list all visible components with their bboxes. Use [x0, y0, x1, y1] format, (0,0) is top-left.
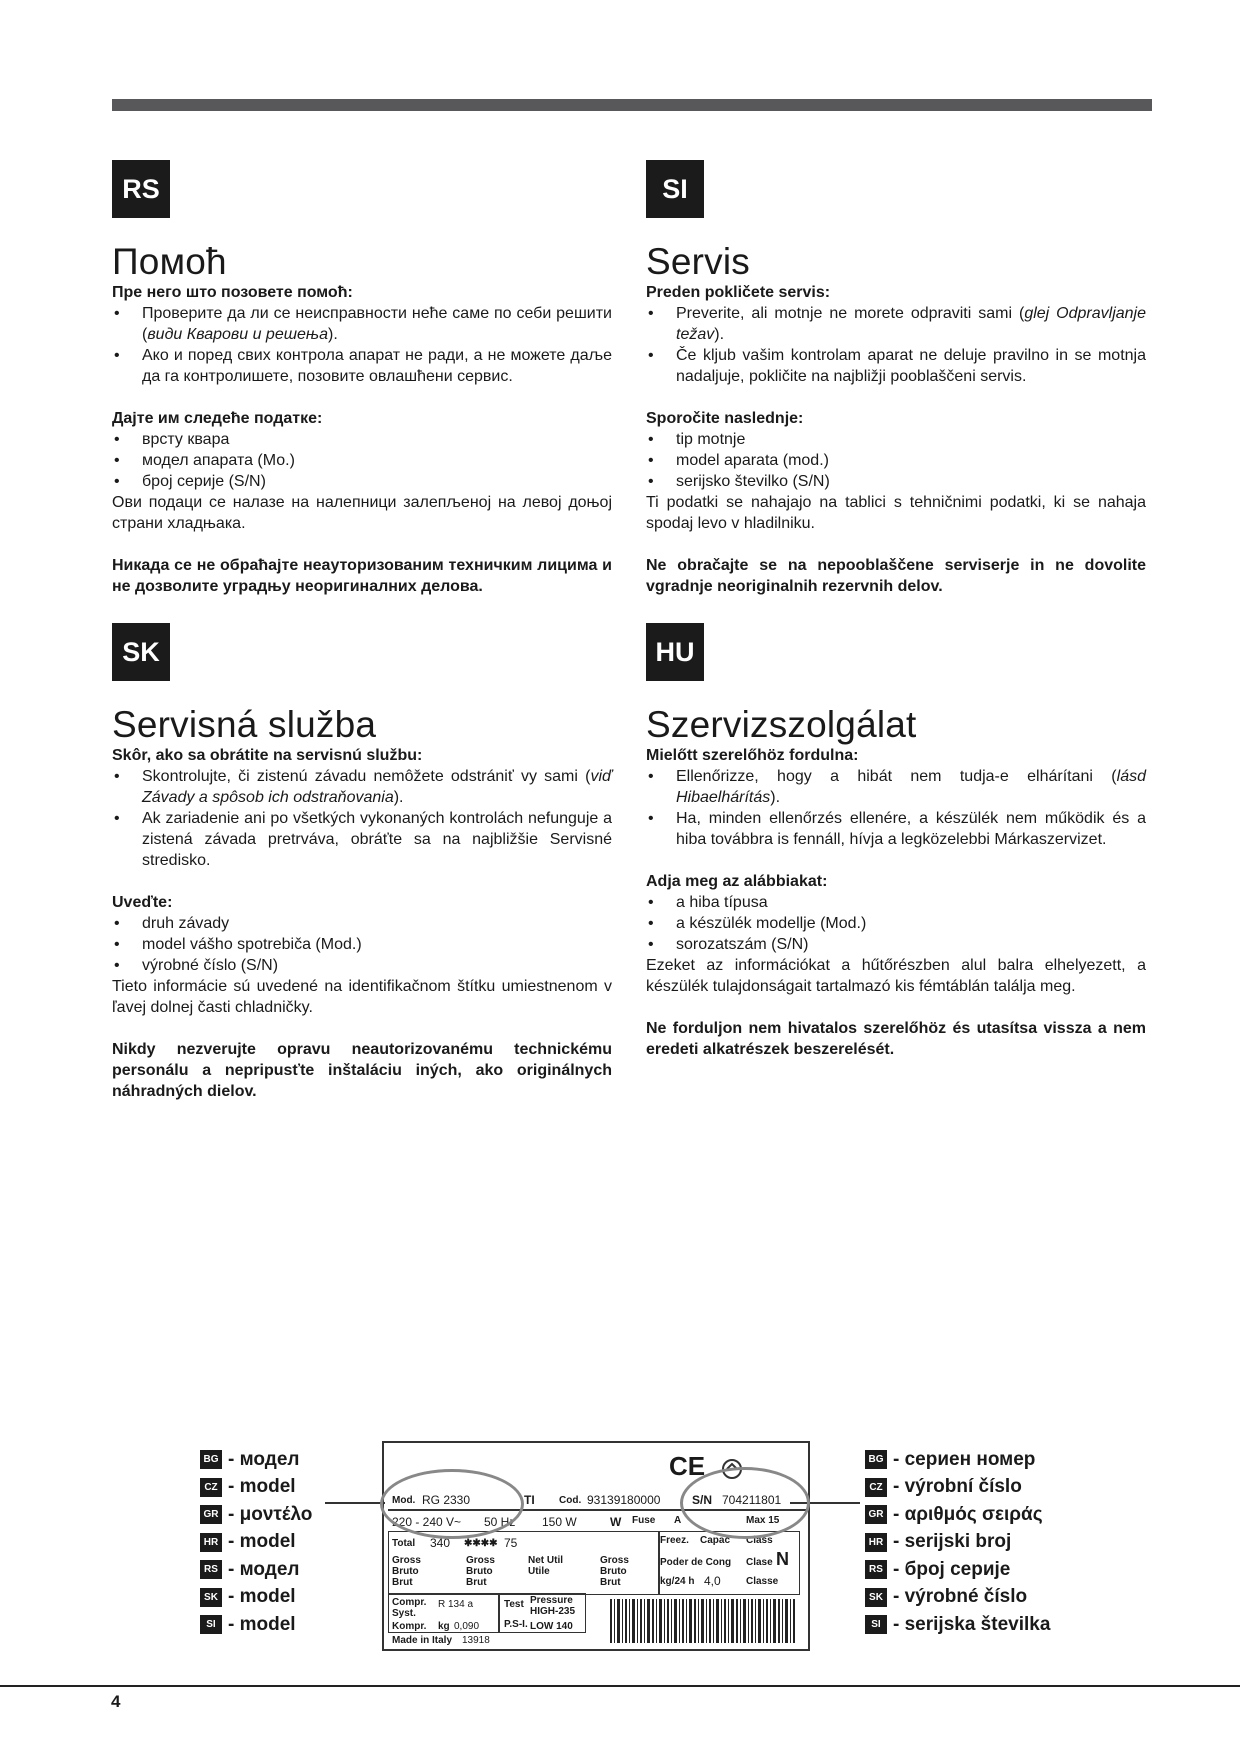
lang-code: SK	[865, 1588, 887, 1607]
section-intro: Mielőtt szerelőhöz fordulna:	[646, 747, 859, 764]
w-label: W	[610, 1515, 622, 1529]
plate-grid	[658, 1531, 800, 1595]
lang-badge: HU	[646, 623, 704, 681]
legend-text: - αριθμός σειράς	[893, 1503, 1043, 1525]
model-leader-line	[325, 1502, 385, 1504]
section-title: Помоћ	[112, 241, 227, 282]
legend-text: - модел	[228, 1448, 300, 1470]
provide-list	[646, 892, 1146, 955]
pressure-label: Pressure	[530, 1595, 573, 1606]
legend-text: - model	[228, 1586, 296, 1608]
classe-label: Classe	[746, 1576, 779, 1587]
psi-label: P.S-I.	[504, 1619, 528, 1630]
bottom-rule	[0, 1685, 1240, 1687]
lang-code: BG	[865, 1450, 887, 1469]
section-title: Servisná služba	[112, 704, 377, 745]
clase-label: Clase	[746, 1557, 773, 1568]
legend-row	[865, 1611, 1050, 1639]
legend-row	[200, 1446, 312, 1474]
kg-label: kg	[438, 1621, 450, 1632]
class-label: Class	[746, 1535, 773, 1546]
section-warning: Nikdy nezverujte opravu neautorizovanému technickému personálu a nepripusťte inštaláciu iných, ako originálnych náhradných dielov.	[112, 1041, 612, 1100]
list-item: • Preverite, ali motnje ne morete odpraviti sami (glej Odpravljanje težav).	[646, 303, 1146, 345]
provide-list	[112, 429, 612, 492]
serial-legend	[865, 1446, 1050, 1639]
legend-row	[865, 1474, 1050, 1502]
legend-row	[200, 1584, 312, 1612]
freez-label: Freez.	[660, 1535, 689, 1546]
list-item: • serijsko številko (S/N)	[646, 471, 1146, 492]
lang-code: SK	[200, 1588, 222, 1607]
ce-mark: CE	[669, 1451, 706, 1481]
check-list	[646, 766, 1146, 850]
legend-text: - модел	[228, 1558, 300, 1580]
provide-list	[112, 913, 612, 976]
section-note: Ови подаци се налазе на налепници залепљеној на левој доњој страни хладњака.	[112, 494, 612, 532]
pressure-high: HIGH-235	[530, 1606, 576, 1617]
capac-label: Capac	[700, 1535, 731, 1546]
made-label: Made in Italy	[392, 1635, 453, 1646]
sn-label: S/N	[692, 1493, 713, 1507]
section-note: Tieto informácie sú uvedené na identifikačnom štítku umiestnenom v ľavej dolnej časti chladničky.	[112, 978, 612, 1016]
mod-label: Mod.	[392, 1495, 416, 1506]
made-code: 13918	[462, 1635, 490, 1646]
lang-code: RS	[865, 1560, 887, 1579]
list-item: • model vášho spotrebiča (Mod.)	[112, 934, 612, 955]
kompr-label: Kompr.	[392, 1621, 427, 1632]
legend-row	[200, 1501, 312, 1529]
lang-code: SI	[200, 1615, 222, 1634]
section-warning: Никада се не обраћајте неауторизованим техничким лицима и не дозволите уградњу неоригиналних делова.	[112, 557, 612, 595]
section-sk	[112, 623, 612, 1102]
list-item: • Ha, minden ellenőrzés ellenére, a készülék nem működik és a hiba továbbra is fennáll, hívja a legközelebbi Márkaszervizet.	[646, 808, 1146, 850]
lang-code: HR	[200, 1533, 222, 1552]
lang-badge: SK	[112, 623, 170, 681]
list-item: • Če kljub vašim kontrolam aparat ne deluje pravilno in se motnja nadaljuje, pokličite na najbližji pooblaščeni servis.	[646, 345, 1146, 387]
legend-row	[865, 1584, 1050, 1612]
list-item: • výrobné číslo (S/N)	[112, 955, 612, 976]
list-item: • Ellenőrizze, hogy a hibát nem tudja-e elhárítani (lásd Hibaelhárítás).	[646, 766, 1146, 808]
plate-grid	[498, 1593, 586, 1633]
refrigerant-value: R 134 a	[438, 1599, 474, 1610]
test-label: Test	[504, 1599, 524, 1610]
section-note: Ezeket az információkat a hűtőrészben alul balra elhelyezett, a készülék tulajdonságait tartalmazó kis fémtáblán találja meg.	[646, 957, 1146, 995]
legend-text: - výrobné číslo	[893, 1586, 1028, 1608]
page-number: 4	[111, 1692, 121, 1711]
rating-plate	[382, 1441, 810, 1651]
gross-label: Gross Bruto Brut	[466, 1555, 495, 1588]
provide-list	[646, 429, 1146, 492]
list-item: • Проверите да ли се неисправности неће саме по себи решити (види Кварови и решења).	[112, 303, 612, 345]
section-title: Szervizszolgálat	[646, 704, 917, 745]
compr-label: Compr. Syst.	[392, 1597, 427, 1619]
kg24-value: 4,0	[704, 1574, 721, 1588]
lang-code: GR	[865, 1505, 887, 1524]
legend-row	[200, 1474, 312, 1502]
list-item: • Ak zariadenie ani po všetkých vykonaných kontrolách nefunguje a zistená závada pretrváva, obráťte sa na najbližšie Servisné stredisko.	[112, 808, 612, 871]
section-si	[646, 160, 1146, 597]
lang-code: CZ	[865, 1478, 887, 1497]
legend-row	[865, 1446, 1050, 1474]
legend-row	[200, 1529, 312, 1557]
legend-text: - model	[228, 1531, 296, 1553]
a-label: A	[674, 1515, 682, 1526]
list-item: • model aparata (mod.)	[646, 450, 1146, 471]
clase-value: N	[776, 1549, 789, 1569]
section-intro: Пре него што позовете помоћ:	[112, 284, 353, 301]
lang-code: SI	[865, 1615, 887, 1634]
sn-value: 704211801	[722, 1493, 782, 1507]
section-intro: Skôr, ako sa obrátite na servisnú službu:	[112, 747, 423, 764]
section-note: Ti podatki se nahajajo na tablici s tehničnimi podatki, ki se nahaja spodaj levo v hladilniku.	[646, 494, 1146, 532]
plate-grid	[388, 1531, 660, 1595]
legend-text: - model	[228, 1476, 296, 1498]
top-rule	[112, 99, 1152, 111]
total-label: Total	[392, 1538, 416, 1549]
check-list	[646, 303, 1146, 387]
freezer-stars: ✱✱✱✱	[464, 1538, 498, 1549]
cod-label: Cod.	[559, 1495, 582, 1506]
check-list	[112, 303, 612, 387]
list-item: • tip motnje	[646, 429, 1146, 450]
legend-text: - výrobní číslo	[893, 1476, 1022, 1498]
hz-value: 50 Hz	[484, 1515, 516, 1529]
section-title: Servis	[646, 241, 750, 282]
model-legend	[200, 1446, 312, 1639]
legend-row	[865, 1556, 1050, 1584]
legend-row	[865, 1529, 1050, 1557]
provide-heading: Sporočite naslednje:	[646, 410, 804, 427]
kg24-label: kg/24 h	[660, 1576, 695, 1587]
model-highlight-ellipse	[380, 1469, 524, 1539]
section-hu	[646, 623, 1146, 1060]
list-item: • модел апарата (Мо.)	[112, 450, 612, 471]
list-item: • druh závady	[112, 913, 612, 934]
legend-text: - model	[228, 1613, 296, 1635]
fuse-label: Fuse	[632, 1515, 656, 1526]
voltage-value: 220 - 240 V~	[392, 1515, 462, 1529]
list-item: • врсту квара	[112, 429, 612, 450]
provide-heading: Дајте им следеће податке:	[112, 410, 323, 427]
list-item: • a készülék modellje (Mod.)	[646, 913, 1146, 934]
kg-value: 0,090	[454, 1621, 480, 1632]
lang-code: GR	[200, 1505, 222, 1524]
pressure-low: LOW 140	[530, 1621, 573, 1632]
plate-grid	[388, 1593, 500, 1633]
power-value: 150 W	[542, 1515, 577, 1529]
list-item: • sorozatszám (S/N)	[646, 934, 1146, 955]
section-warning: Ne obračajte se na nepooblaščene serviserje in ne dovolite vgradnje neoriginalnih rezervnih delov.	[646, 557, 1146, 595]
cod-value: 93139180000	[587, 1493, 661, 1507]
check-list	[112, 766, 612, 871]
provide-heading: Adja meg az alábbiakat:	[646, 873, 828, 890]
gross-label: Gross Bruto Brut	[392, 1555, 421, 1588]
lang-code: CZ	[200, 1478, 222, 1497]
barcode-graphic	[610, 1599, 796, 1643]
lang-code: RS	[200, 1560, 222, 1579]
legend-text: - serijski broj	[893, 1531, 1012, 1553]
lang-code: BG	[200, 1450, 222, 1469]
list-item: • a hiba típusa	[646, 892, 1146, 913]
total-value: 340	[430, 1536, 451, 1550]
serial-highlight-ellipse	[680, 1467, 810, 1539]
legend-text: - број серије	[893, 1558, 1011, 1580]
section-intro: Preden pokličete servis:	[646, 284, 831, 301]
section-warning: Ne forduljon nem hivatalos szerelőhöz és utasítsa vissza a nem eredeti alkatrészek beszerelését.	[646, 1020, 1146, 1058]
lang-badge: SI	[646, 160, 704, 218]
legend-row	[200, 1611, 312, 1639]
mod-value: RG 2330	[422, 1493, 471, 1507]
ti-label: TI	[524, 1493, 535, 1507]
section-rs	[112, 160, 612, 597]
lang-badge: RS	[112, 160, 170, 218]
list-item: • Ако и поред свих контрола апарат не ради, а не можете даље да га контролишете, позовите овлашћени сервис.	[112, 345, 612, 387]
legend-text: - сериен номер	[893, 1448, 1036, 1470]
legend-text: - μοντέλο	[228, 1503, 313, 1525]
poder-label: Poder de Cong	[660, 1557, 732, 1568]
net-label: Net Util Utile	[528, 1555, 563, 1577]
legend-row	[200, 1556, 312, 1584]
list-item: • број серије (S/N)	[112, 471, 612, 492]
freezer-total-value: 75	[504, 1536, 518, 1550]
provide-heading: Uveďte:	[112, 894, 173, 911]
legend-row	[865, 1501, 1050, 1529]
legend-text: - serijska številka	[893, 1613, 1051, 1635]
lang-code: HR	[865, 1533, 887, 1552]
gross-label: Gross Bruto Brut	[600, 1555, 629, 1588]
list-item: • Skontrolujte, či zistenú závadu nemôžete odstrániť vy sami (viď Závady a spôsob ich odstraňovania).	[112, 766, 612, 808]
max-value: Max 15	[746, 1515, 780, 1526]
